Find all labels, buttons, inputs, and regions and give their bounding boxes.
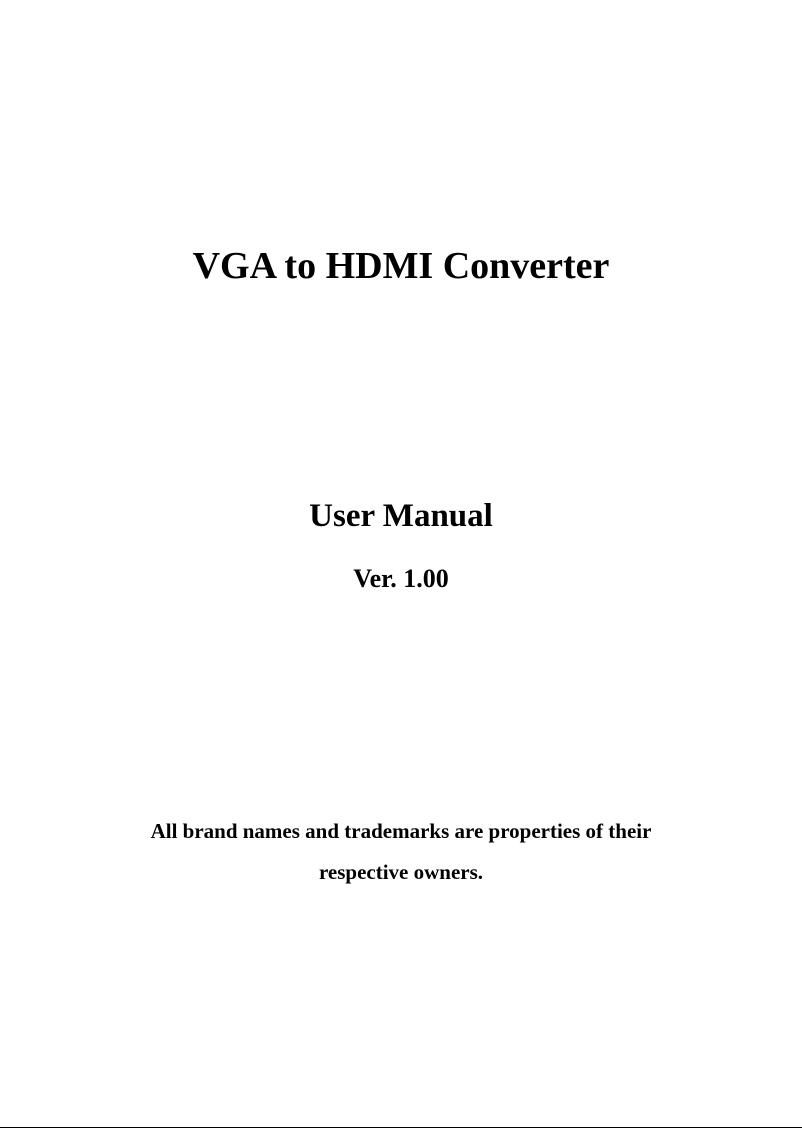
document-subtitle: User Manual	[309, 498, 493, 534]
trademark-notice-line-1: All brand names and trademarks are properties of their	[150, 819, 652, 843]
page-bottom-divider	[0, 1127, 802, 1128]
version-label: Ver. 1.00	[353, 564, 449, 593]
trademark-notice-line-2: respective owners.	[318, 860, 484, 884]
document-title: VGA to HDMI Converter	[192, 245, 610, 287]
